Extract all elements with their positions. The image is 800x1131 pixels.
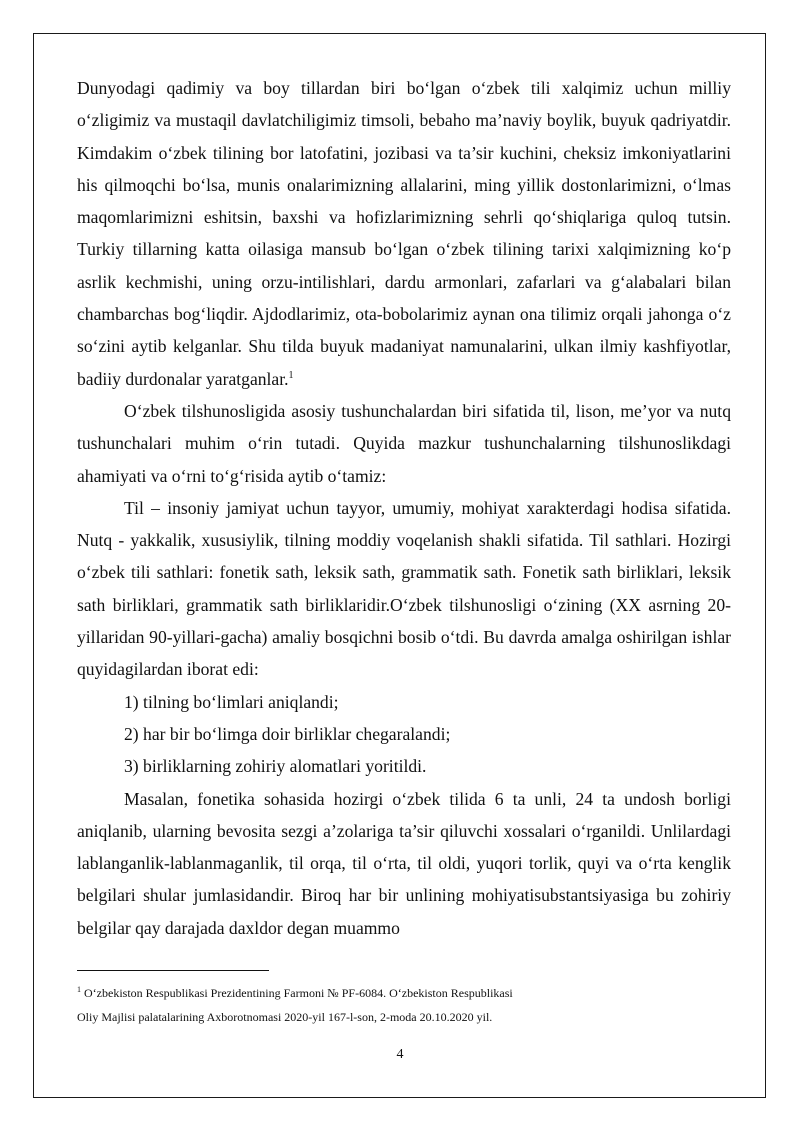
page-number: 4 (396, 1047, 404, 1062)
list-item: 2) har bir bo‘limga doir birliklar chegaralandi; (124, 723, 451, 744)
footnote-marker: 1 (77, 985, 81, 994)
footnote-reference[interactable]: 1 (288, 369, 294, 381)
paragraph-1 (77, 72, 731, 395)
paragraph-3: Til – insoniy jamiyat uchun tayyor, umumiy, mohiyat xarakterdagi hodisa sifatida. Nutq - yakkalik, xususiylik, tilning moddiy voqelanish shakli sifatida. Til sathlari. Hozirgi o‘zbek tili sathlari: fonetik sath, leksik sath, grammatik sath. Fonetik sath birliklari, leksik sath birliklari, grammatik sath birliklaridir.O‘zbek tilshunosligi o‘zining (XX asrning 20-yillaridan 90-yillari-gacha) amaliy bosqichni bosib o‘tdi. Bu davrda amalga oshirilgan ishlar quyidagilardan iborat edi: (77, 497, 731, 680)
footnote-text-1: O‘zbekiston Respublikasi Prezidentining Farmoni № PF-6084. O‘zbekiston Respublikasi (84, 986, 513, 1000)
list-item: 1) tilning bo‘limlari aniqlandi; (124, 691, 339, 712)
paragraph-2: O‘zbek tilshunosligida asosiy tushunchalardan biri sifatida til, lison, me’yor va nutq tushunchalari muhim o‘rin tutadi. Quyida mazkur tushunchalarning tilshunoslikdagi ahamiyati va o‘rni to‘g‘risida aytib o‘tamiz: (77, 400, 731, 486)
paragraph-1-text: Dunyodagi qadimiy va boy tillardan biri bo‘lgan o‘zbek tili xalqimiz uchun milliy o‘zligimiz va mustaqil davlatchiligimiz timsoli, bebaho ma’naviy boylik, buyuk qadriyatdir. Kimdakim o‘zbek tilining bor latofatini, jozibasi va ta’sir kuchini, cheksiz imkoniyatlarini his qilmoqchi bo‘lsa, munis onalarimizning allalarini, ming yillik dostonlarimizni, o‘lmas maqomlarimizni eshitsin, baxshi va hofizlarimizning sehrli qo‘shiqlariga quloq tutsin. Turkiy tillarning katta oilasiga mansub bo‘lgan o‘zbek tilining tarixi xalqimizning ko‘p asrlik kechmishi, uning orzu-intilishlari, dardu armonlari, zafarlari va g‘alabalari bilan chambarchas bog‘liqdir. Ajdodlarimiz, ota-bobolarimiz aynan ona tilimiz orqali jahonga o‘z so‘zini aytib kelganlar. Shu tilda buyuk madaniyat namunalarini, ulkan ilmiy kashfiyotlar, badiiy durdonalar yaratganlar. (77, 78, 731, 389)
list-item: 3) birliklarning zohiriy alomatlari yoritildi. (124, 756, 427, 777)
footnote-line-2: Oliy Majlisi palatalarining Axborotnomasi 2020-yil 167-l-son, 2-moda 20.10.2020 yil. (77, 1010, 493, 1024)
footnote (77, 981, 731, 1029)
paragraph-4: Masalan, fonetika sohasida hozirgi o‘zbek tilida 6 ta unli, 24 ta undosh borligi aniqlanib, ularning bevosita sezgi a’zolariga ta’sir qiluvchi xossalari o‘rganildi. Unlilardagi lablanganlik-lablanmaganlik, til orqa, til o‘rta, til oldi, yuqori torlik, quyi va o‘rta kenglik belgilari shular jumlasidandir. Biroq har bir unlining mohiyatisubstantsiyasiga bu zohiriy belgilar qay darajada daxldor degan muammo (77, 788, 731, 938)
body-text (77, 72, 731, 944)
footnote-line-1 (77, 981, 731, 1005)
footnote-divider (77, 970, 269, 971)
